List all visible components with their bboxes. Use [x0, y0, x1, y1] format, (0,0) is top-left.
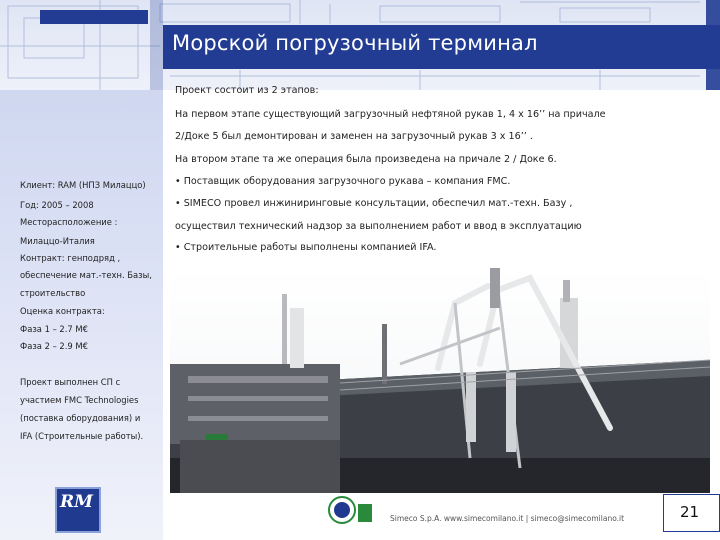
- contract-detail: строительство: [20, 288, 86, 298]
- main-text-line: Проект состоит из 2 этапов:: [175, 85, 319, 96]
- terminal-photo: [170, 268, 710, 493]
- bullet-item: • SIMECO провел инжиниринговые консультации, обеспечил мат.-техн. Базу ,: [175, 198, 573, 209]
- jv-note: участием FMC Technologies: [20, 395, 139, 405]
- year-label: Год: 2005 – 2008: [20, 200, 94, 210]
- location-value: Милаццо-Италия: [20, 236, 95, 246]
- certification-seal-icon: [328, 490, 376, 530]
- rm-logo-text: RM: [60, 492, 93, 512]
- main-text-line: На втором этапе та же операция была произведена на причале 2 / Доке 6.: [175, 154, 557, 165]
- jv-note: (поставка оборудования) и: [20, 413, 141, 423]
- bullet-continuation: осуществил технический надзор за выполнением работ и ввод в эксплуатацию: [175, 221, 582, 232]
- bullet-item: • Строительные работы выполнены компанией IFA.: [175, 242, 437, 253]
- rm-logo: [55, 487, 101, 533]
- page-number: 21: [680, 503, 700, 521]
- jv-note: Проект выполнен СП с: [20, 377, 121, 387]
- main-text-line: На первом этапе существующий загрузочный нефтяной рукав 1, 4 x 16’’ на причале: [175, 109, 606, 120]
- phase-1-value: Фаза 1 – 2.7 М€: [20, 324, 88, 334]
- main-text-line: 2/Доке 5 был демонтирован и заменен на загрузочный рукав 3 x 16’’ .: [175, 131, 533, 142]
- page-title: Морской погрузочный терминал: [172, 31, 538, 55]
- contract-value-label: Оценка контракта:: [20, 306, 105, 316]
- client-label: Клиент: RAM (НПЗ Милаццо): [20, 180, 146, 190]
- location-label: Месторасположение :: [20, 217, 118, 227]
- contract-detail: обеспечение мат.-техн. Базы,: [20, 270, 152, 280]
- jv-note: IFA (Строительные работы).: [20, 431, 144, 441]
- phase-2-value: Фаза 2 – 2.9 М€: [20, 341, 88, 351]
- bullet-item: • Поставщик оборудования загрузочного рукава – компания FMC.: [175, 176, 511, 187]
- footer-contact: Simeco S.p.A. www.simecomilano.it | simeco@simecomilano.it: [390, 514, 625, 523]
- contract-label: Контракт: генподряд ,: [20, 253, 121, 263]
- accent-strip: [706, 0, 720, 90]
